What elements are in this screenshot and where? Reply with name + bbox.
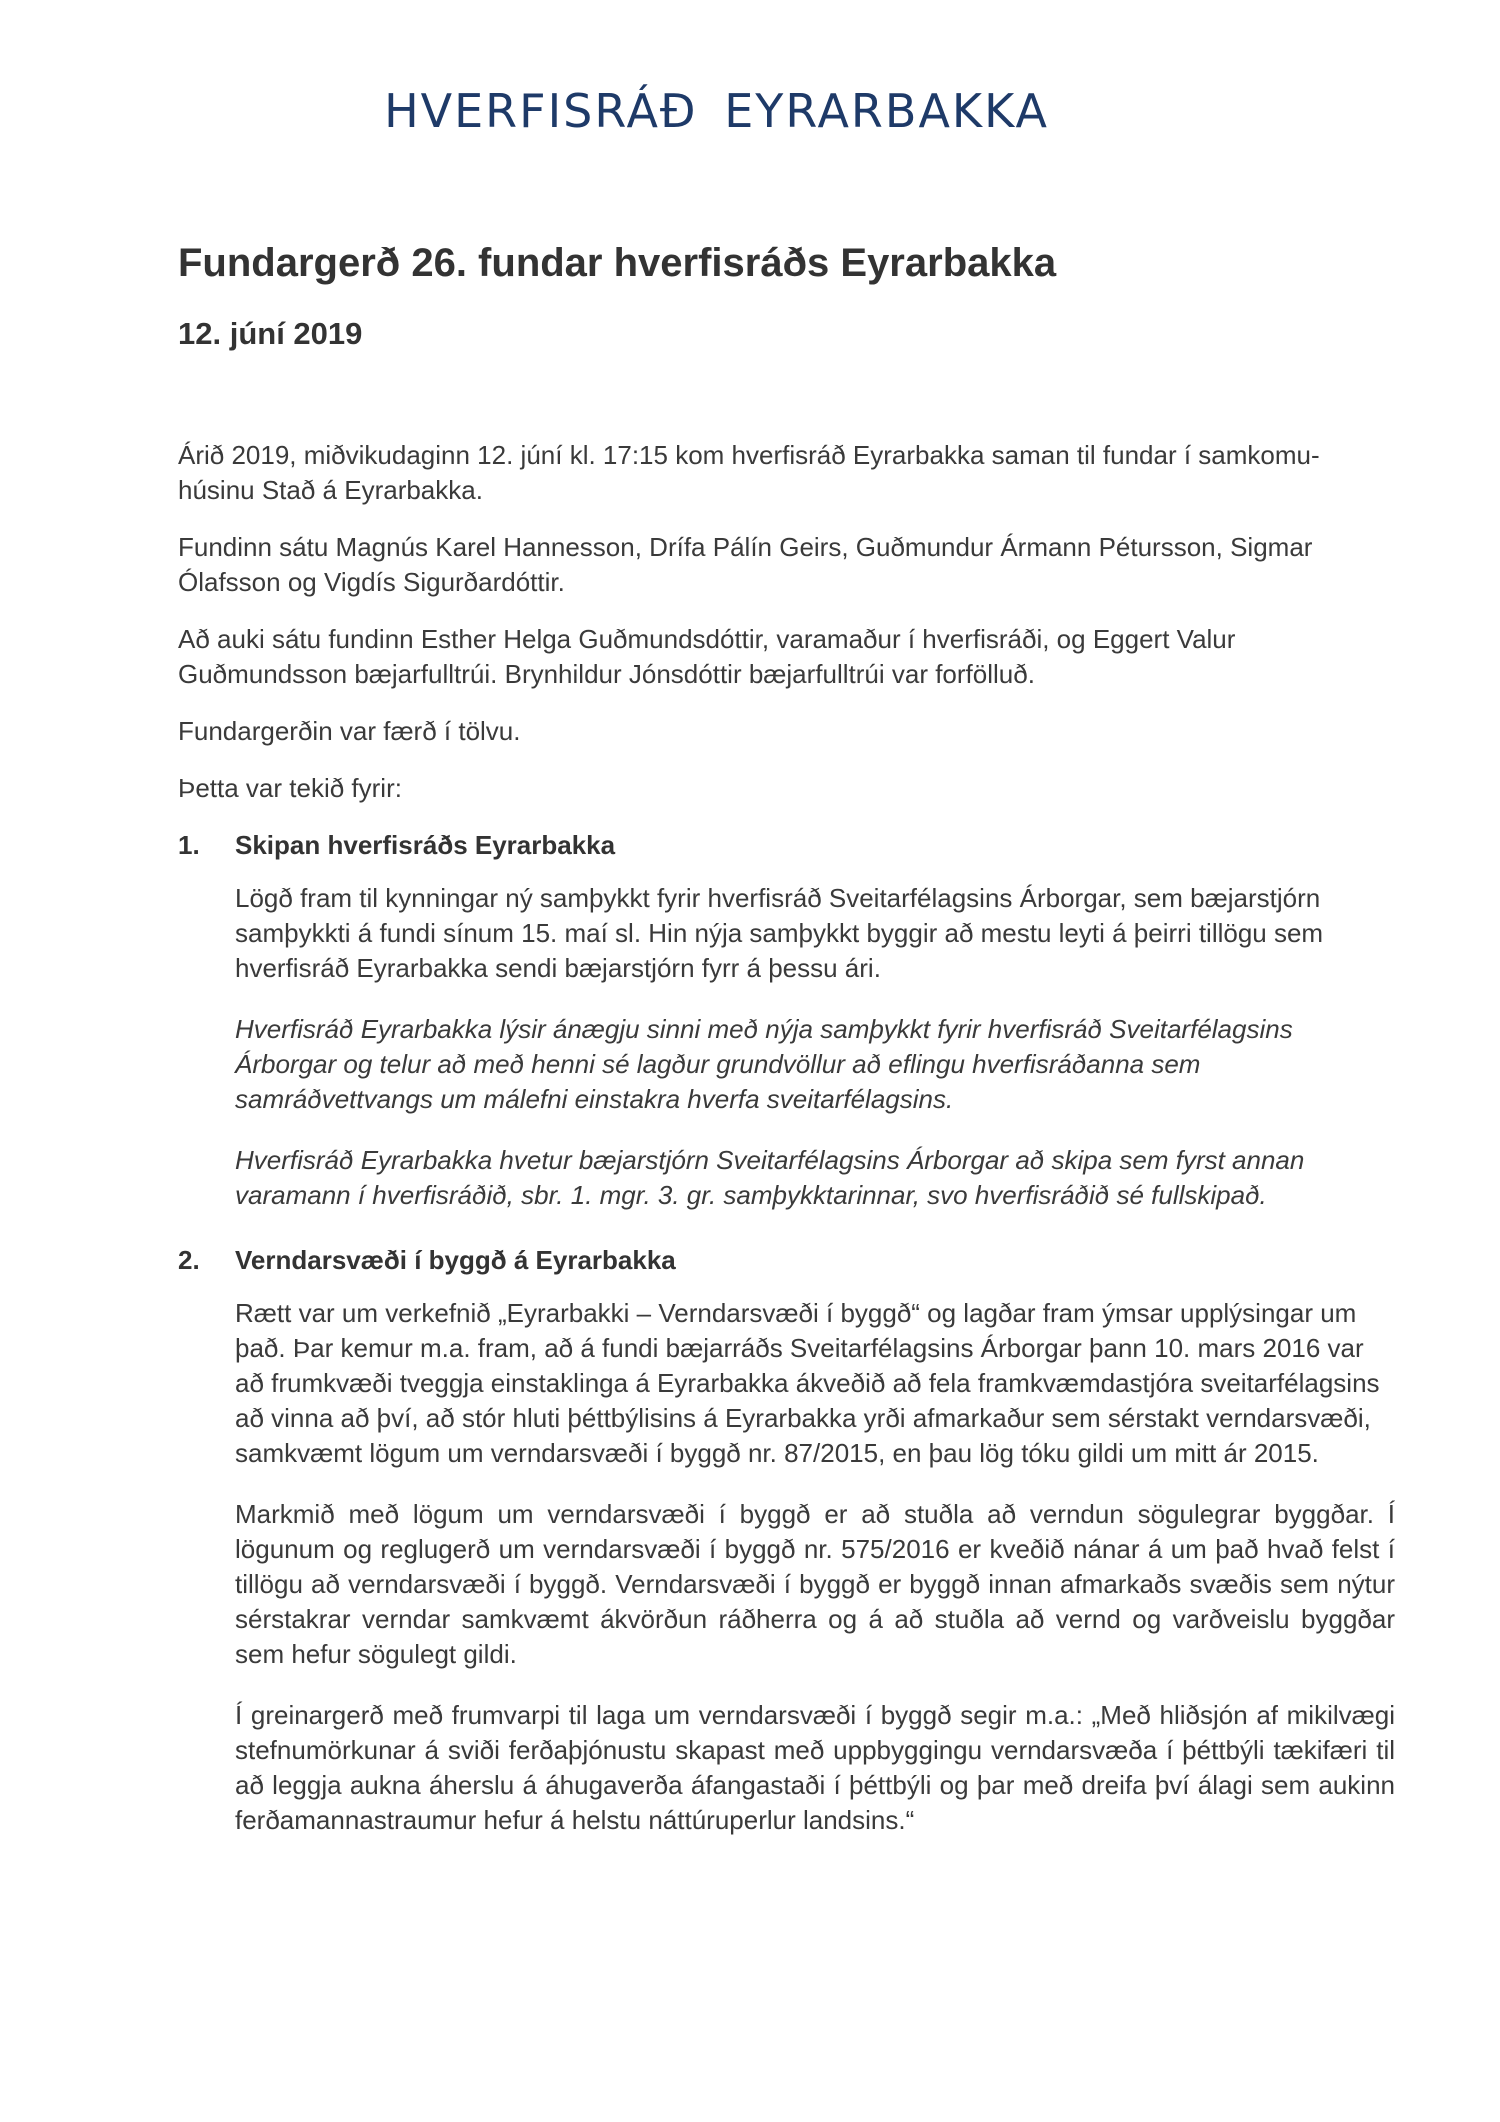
agenda-item-number: 2. <box>178 1245 200 1275</box>
letterhead-logo-text: HVERFISRÁÐ EYRARBAKKA <box>384 84 1049 138</box>
intro-paragraph: Fundargerðin var færð í tölvu. <box>178 716 521 746</box>
agenda-resolution-paragraph: Hverfisráð Eyrarbakka lýsir ánægju sinni með nýja samþykkt fyrir hverfisráð Sveitarfélagsins Árborgar og telur að með henni sé lagður grundvöllur að eflingu hverfisráðanna sem samráðvettvangs um málefni einstakra hverfa sveitarfélagsins. <box>235 1014 1293 1114</box>
intro-section <box>178 438 1395 806</box>
intro-paragraph: Fundinn sátu Magnús Karel Hannesson, Drífa Pálín Geirs, Guðmundur Ármann Pétursson, Sigmar Ólafsson og Vigdís Sigurðardóttir. <box>178 532 1313 597</box>
document-date: 12. júní 2019 <box>178 316 363 351</box>
agenda-resolution-paragraph: Hverfisráð Eyrarbakka hvetur bæjarstjórn Sveitarfélagsins Árborgar að skipa sem fyrst annan varamann í hverfisráðið, sbr. 1. mgr. 3. gr. samþykktarinnar, svo hverfisráðið sé fullskipað. <box>235 1145 1305 1210</box>
agenda-paragraph: Í greinargerð með frumvarpi til laga um verndarsvæði í byggð segir m.a.: „Með hliðsjón af mikilvægi stefnumörkunar á sviði ferðaþjónustu skapast með uppbyggingu verndarsvæða í þéttbýli tækifæri til að leggja aukna áherslu á áhugaverða áfangastaði í þéttbýli og þar með dreifa því álagi sem aukinn ferðamannastraumur hefur á helstu náttúruperlur landsins.“ <box>235 1700 1395 1835</box>
agenda-item-heading: Skipan hverfisráðs Eyrarbakka <box>235 830 616 860</box>
agenda-paragraph: Lögð fram til kynningar ný samþykkt fyrir hverfisráð Sveitarfélagsins Árborgar, sem bæjarstjórn samþykkti á fundi sínum 15. maí sl. Hin nýja samþykkt byggir að mestu leyti á þeirri tillögu sem hverfisráð Eyrarbakka sendi bæjarstjórn fyrr á þessu ári. <box>235 883 1324 983</box>
agenda-lead-in: Þetta var tekið fyrir: <box>178 773 402 803</box>
agenda-paragraph: Markmið með lögum um verndarsvæði í byggð er að stuðla að verndun sögulegrar byggðar. Í lögunum og reglugerð um verndarsvæði í byggð nr. 575/2016 er kveðið nánar á um það hvað felst í tillögu að verndarsvæði í byggð. Verndarsvæði í byggð er byggð innan afmarkaðs svæðis sem nýtur sérstakrar verndar samkvæmt ákvörðun ráðherra og á að stuðla að vernd og varðveislu byggðar sem hefur sögulegt gildi. <box>235 1499 1395 1669</box>
agenda-item-number: 1. <box>178 830 200 860</box>
intro-paragraph: Að auki sátu fundinn Esther Helga Guðmundsdóttir, varamaður í hverfisráði, og Eggert Valur Guðmundsson bæjarfulltrúi. Brynhildur Jónsdóttir bæjarfulltrúi var forfölluð. <box>178 624 1236 689</box>
agenda-item-1 <box>178 828 1395 1239</box>
agenda-item-2 <box>178 1243 1395 1864</box>
document-title: Fundargerð 26. fundar hverfisráðs Eyrarbakka <box>178 241 1057 285</box>
agenda-item-body <box>235 828 1395 1239</box>
agenda-item-body <box>235 1243 1395 1864</box>
intro-paragraph: Árið 2019, miðvikudaginn 12. júní kl. 17:15 kom hverfisráð Eyrarbakka saman til fundar í samkomu-húsinu Stað á Eyrarbakka. <box>178 440 1320 505</box>
agenda-paragraph: Rætt var um verkefnið „Eyrarbakki – Verndarsvæði í byggð“ og lagðar fram ýmsar upplýsingar um það. Þar kemur m.a. fram, að á fundi bæjarráðs Sveitarfélagsins Árborgar þann 10. mars 2016 var að frumkvæði tveggja einstaklinga á Eyrarbakka ákveðið að fela framkvæmdastjóra sveitarfélagsins að vinna að því, að stór hluti þéttbýlisins á Eyrarbakka yrði afmarkaður sem sérstakt verndarsvæði, samkvæmt lögum um verndarsvæði í byggð nr. 87/2015, en þau lög tóku gildi um mitt ár 2015. <box>235 1298 1380 1468</box>
agenda-item-heading: Verndarsvæði í byggð á Eyrarbakka <box>235 1245 676 1275</box>
